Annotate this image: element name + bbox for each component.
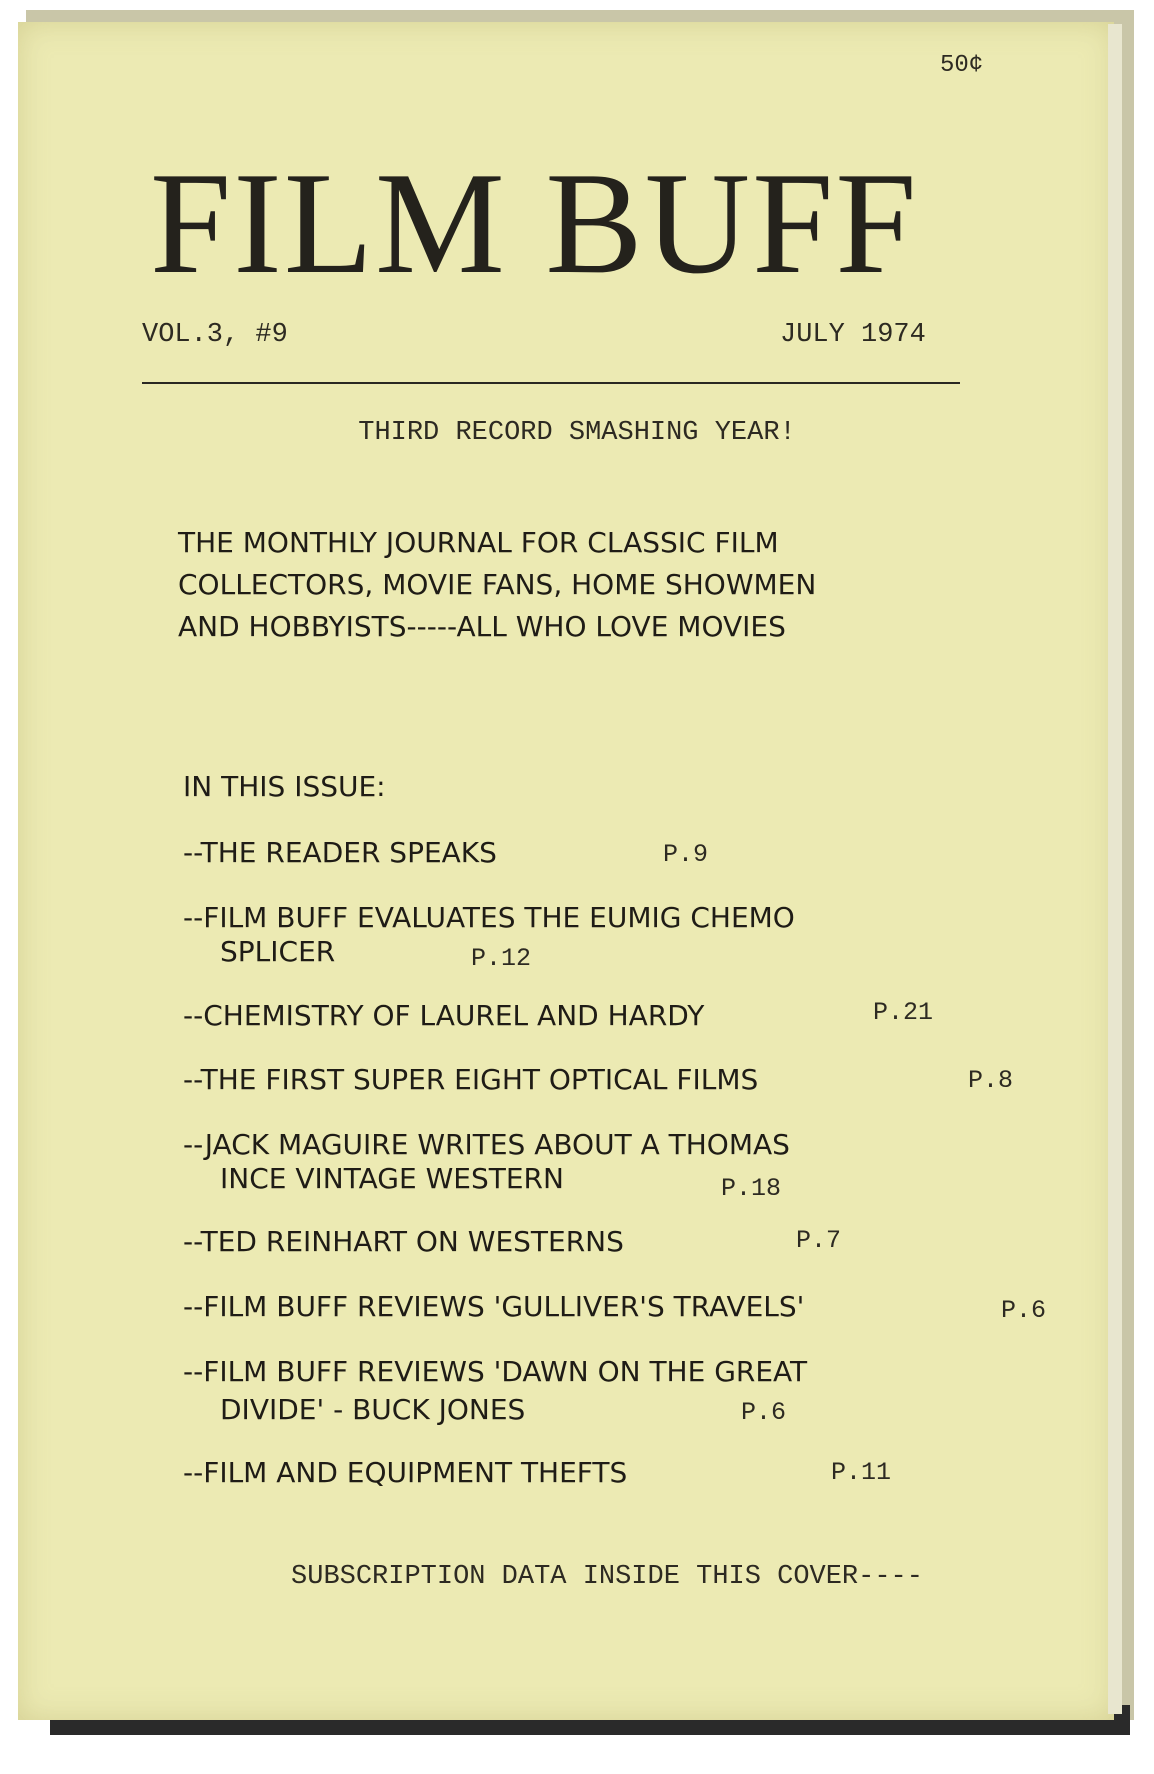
- contents-item-continued: INCE VINTAGE WESTERN: [220, 1162, 564, 1195]
- contents-item: --FILM BUFF EVALUATES THE EUMIG CHEMO: [183, 901, 795, 934]
- issue-date: JULY 1974: [780, 320, 926, 350]
- description-line: THE MONTHLY JOURNAL FOR CLASSIC FILM: [178, 526, 779, 559]
- contents-item: --FILM BUFF REVIEWS 'GULLIVER'S TRAVELS': [183, 1290, 805, 1323]
- headline: THIRD RECORD SMASHING YEAR!: [358, 418, 796, 448]
- contents-page: P.18: [721, 1174, 782, 1203]
- contents-heading: IN THIS ISSUE:: [183, 770, 386, 803]
- cover-price: 50¢: [940, 52, 984, 79]
- subscription-note: SUBSCRIPTION DATA INSIDE THIS COVER----: [291, 1562, 923, 1592]
- contents-page: P.7: [796, 1226, 842, 1255]
- contents-item: --THE READER SPEAKS: [183, 836, 497, 869]
- description-line: COLLECTORS, MOVIE FANS, HOME SHOWMEN: [178, 568, 817, 601]
- journal-description: [178, 522, 816, 648]
- contents-page: P.6: [741, 1398, 787, 1427]
- contents-item-continued: DIVIDE' - BUCK JONES: [220, 1393, 526, 1426]
- contents-item: --FILM AND EQUIPMENT THEFTS: [183, 1456, 628, 1489]
- contents-page: P.12: [471, 944, 532, 973]
- contents-item: --FILM BUFF REVIEWS 'DAWN ON THE GREAT: [183, 1355, 808, 1388]
- description-line: AND HOBBYISTS-----ALL WHO LOVE MOVIES: [178, 610, 786, 643]
- page-edge: [1108, 24, 1122, 1714]
- contents-item-continued: SPLICER: [220, 935, 336, 968]
- contents-item: --THE FIRST SUPER EIGHT OPTICAL FILMS: [183, 1063, 759, 1096]
- contents-page: P.8: [968, 1066, 1014, 1095]
- magazine-title: FILM BUFF: [150, 142, 919, 304]
- header-rule: [142, 382, 960, 384]
- contents-item: --TED REINHART ON WESTERNS: [183, 1225, 624, 1258]
- contents-page: P.21: [873, 998, 934, 1027]
- contents-item: --JACK MAGUIRE WRITES ABOUT A THOMAS: [183, 1128, 790, 1161]
- volume-number: VOL.3, #9: [142, 320, 288, 350]
- contents-page: P.6: [1001, 1296, 1047, 1325]
- contents-page: P.9: [663, 840, 709, 869]
- contents-item: --CHEMISTRY OF LAUREL AND HARDY: [183, 999, 705, 1032]
- contents-page: P.11: [831, 1458, 892, 1487]
